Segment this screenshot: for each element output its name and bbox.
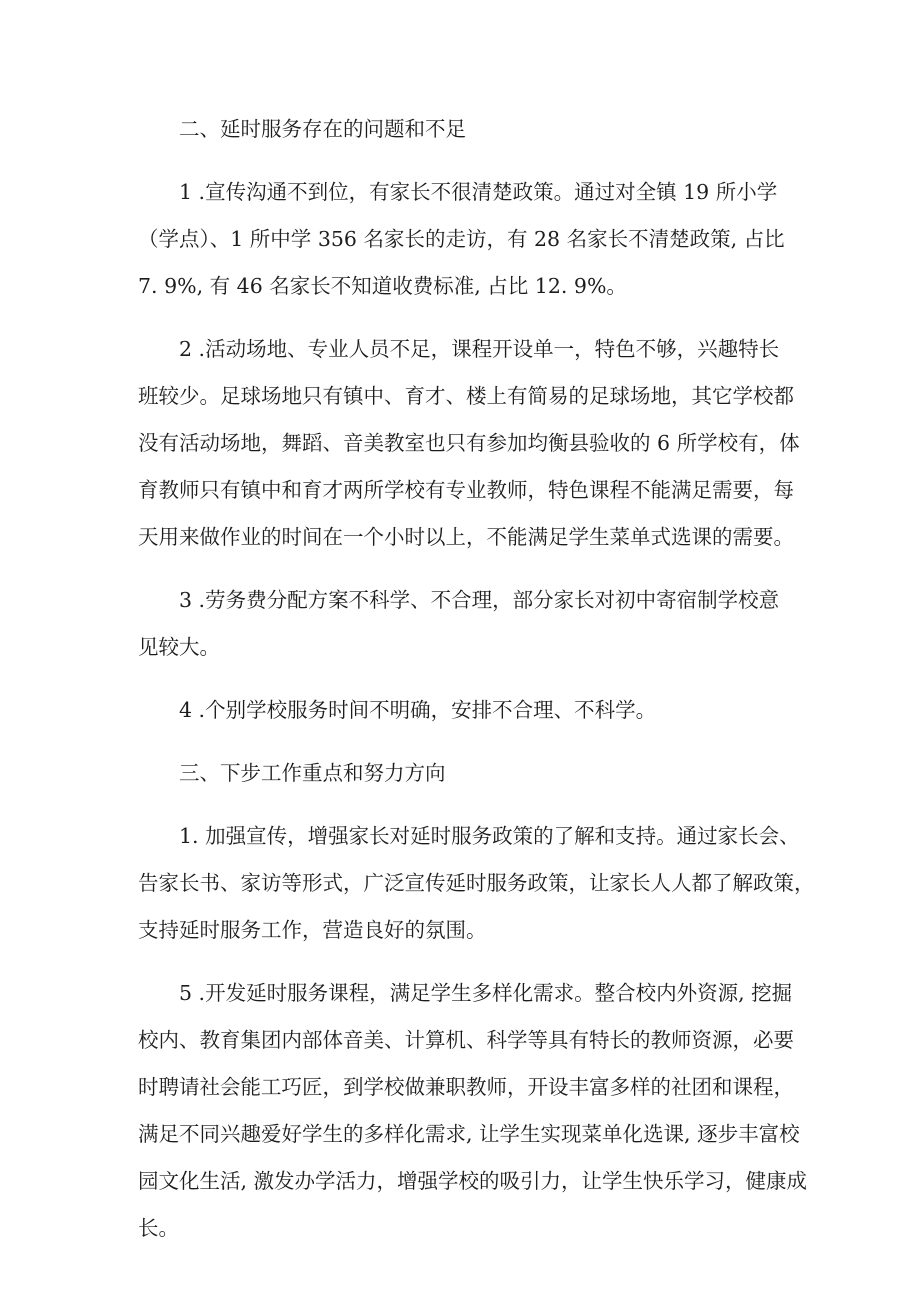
text-line: 支持延时服务工作，营造良好的氛围。 <box>138 918 487 942</box>
text-line: 园文化生活, 激发办学活力，增强学校的吸引力，让学生快乐学习，健康成 <box>138 1169 808 1193</box>
text-line: 时聘请社会能工巧匠，到学校做兼职教师，开设丰富多样的社团和课程， <box>138 1075 794 1099</box>
paragraph <box>138 687 800 734</box>
text-line: 长。 <box>138 1216 179 1240</box>
text-line: 告家长书、家访等形式，广泛宣传延时服务政策，让家长人人都了解政策， <box>138 871 815 895</box>
text-line: 二、延时服务存在的问题和不足 <box>179 117 466 141</box>
paragraph <box>138 577 800 671</box>
text-line: 育教师只有镇中和育才两所学校有专业教师，特色课程不能满足需要，每 <box>138 478 794 502</box>
section-heading <box>138 106 800 153</box>
paragraph <box>138 813 815 954</box>
text-line: 没有活动场地，舞蹈、音美教室也只有参加均衡县验收的 6 所学校有，体 <box>138 431 800 455</box>
text-line: 三、下步工作重点和努力方向 <box>179 761 446 785</box>
text-line: 4 .个别学校服务时间不明确，安排不合理、不科学。 <box>179 698 657 722</box>
text-line: 见较大。 <box>138 635 220 659</box>
text-line: 校内、教育集团内部体音美、计算机、科学等具有特长的教师资源，必要 <box>138 1028 794 1052</box>
paragraph <box>138 326 800 561</box>
text-line: 1. 加强宣传，增强家长对延时服务政策的了解和支持。通过家长会、 <box>179 824 800 848</box>
text-line: 5 .开发延时服务课程，满足学生多样化需求。整合校内外资源, 挖掘 <box>179 981 793 1005</box>
text-line: 1 .宣传沟通不到位，有家长不很清楚政策。通过对全镇 19 所小学 <box>179 180 778 204</box>
text-line: 2 .活动场地、专业人员不足，课程开设单一，特色不够，兴趣特长 <box>179 337 780 361</box>
paragraph <box>138 169 800 310</box>
text-line: 满足不同兴趣爱好学生的多样化需求, 让学生实现菜单化选课, 逐步丰富校 <box>138 1122 800 1146</box>
paragraph <box>138 970 808 1252</box>
text-line: 天用来做作业的时间在一个小时以上，不能满足学生菜单式选课的需要。 <box>138 525 794 549</box>
text-line: 7. 9%, 有 46 名家长不知道收费标准, 占比 12. 9%。 <box>138 274 627 298</box>
text-line: 班较少。足球场地只有镇中、育才、楼上有简易的足球场地，其它学校都 <box>138 384 794 408</box>
document-body <box>138 106 815 1268</box>
text-line: （学点）、1 所中学 356 名家长的走访，有 28 名家长不清楚政策, 占比 <box>138 227 785 251</box>
text-line: 3 .劳务费分配方案不科学、不合理，部分家长对初中寄宿制学校意 <box>179 588 780 612</box>
section-heading <box>138 750 800 797</box>
